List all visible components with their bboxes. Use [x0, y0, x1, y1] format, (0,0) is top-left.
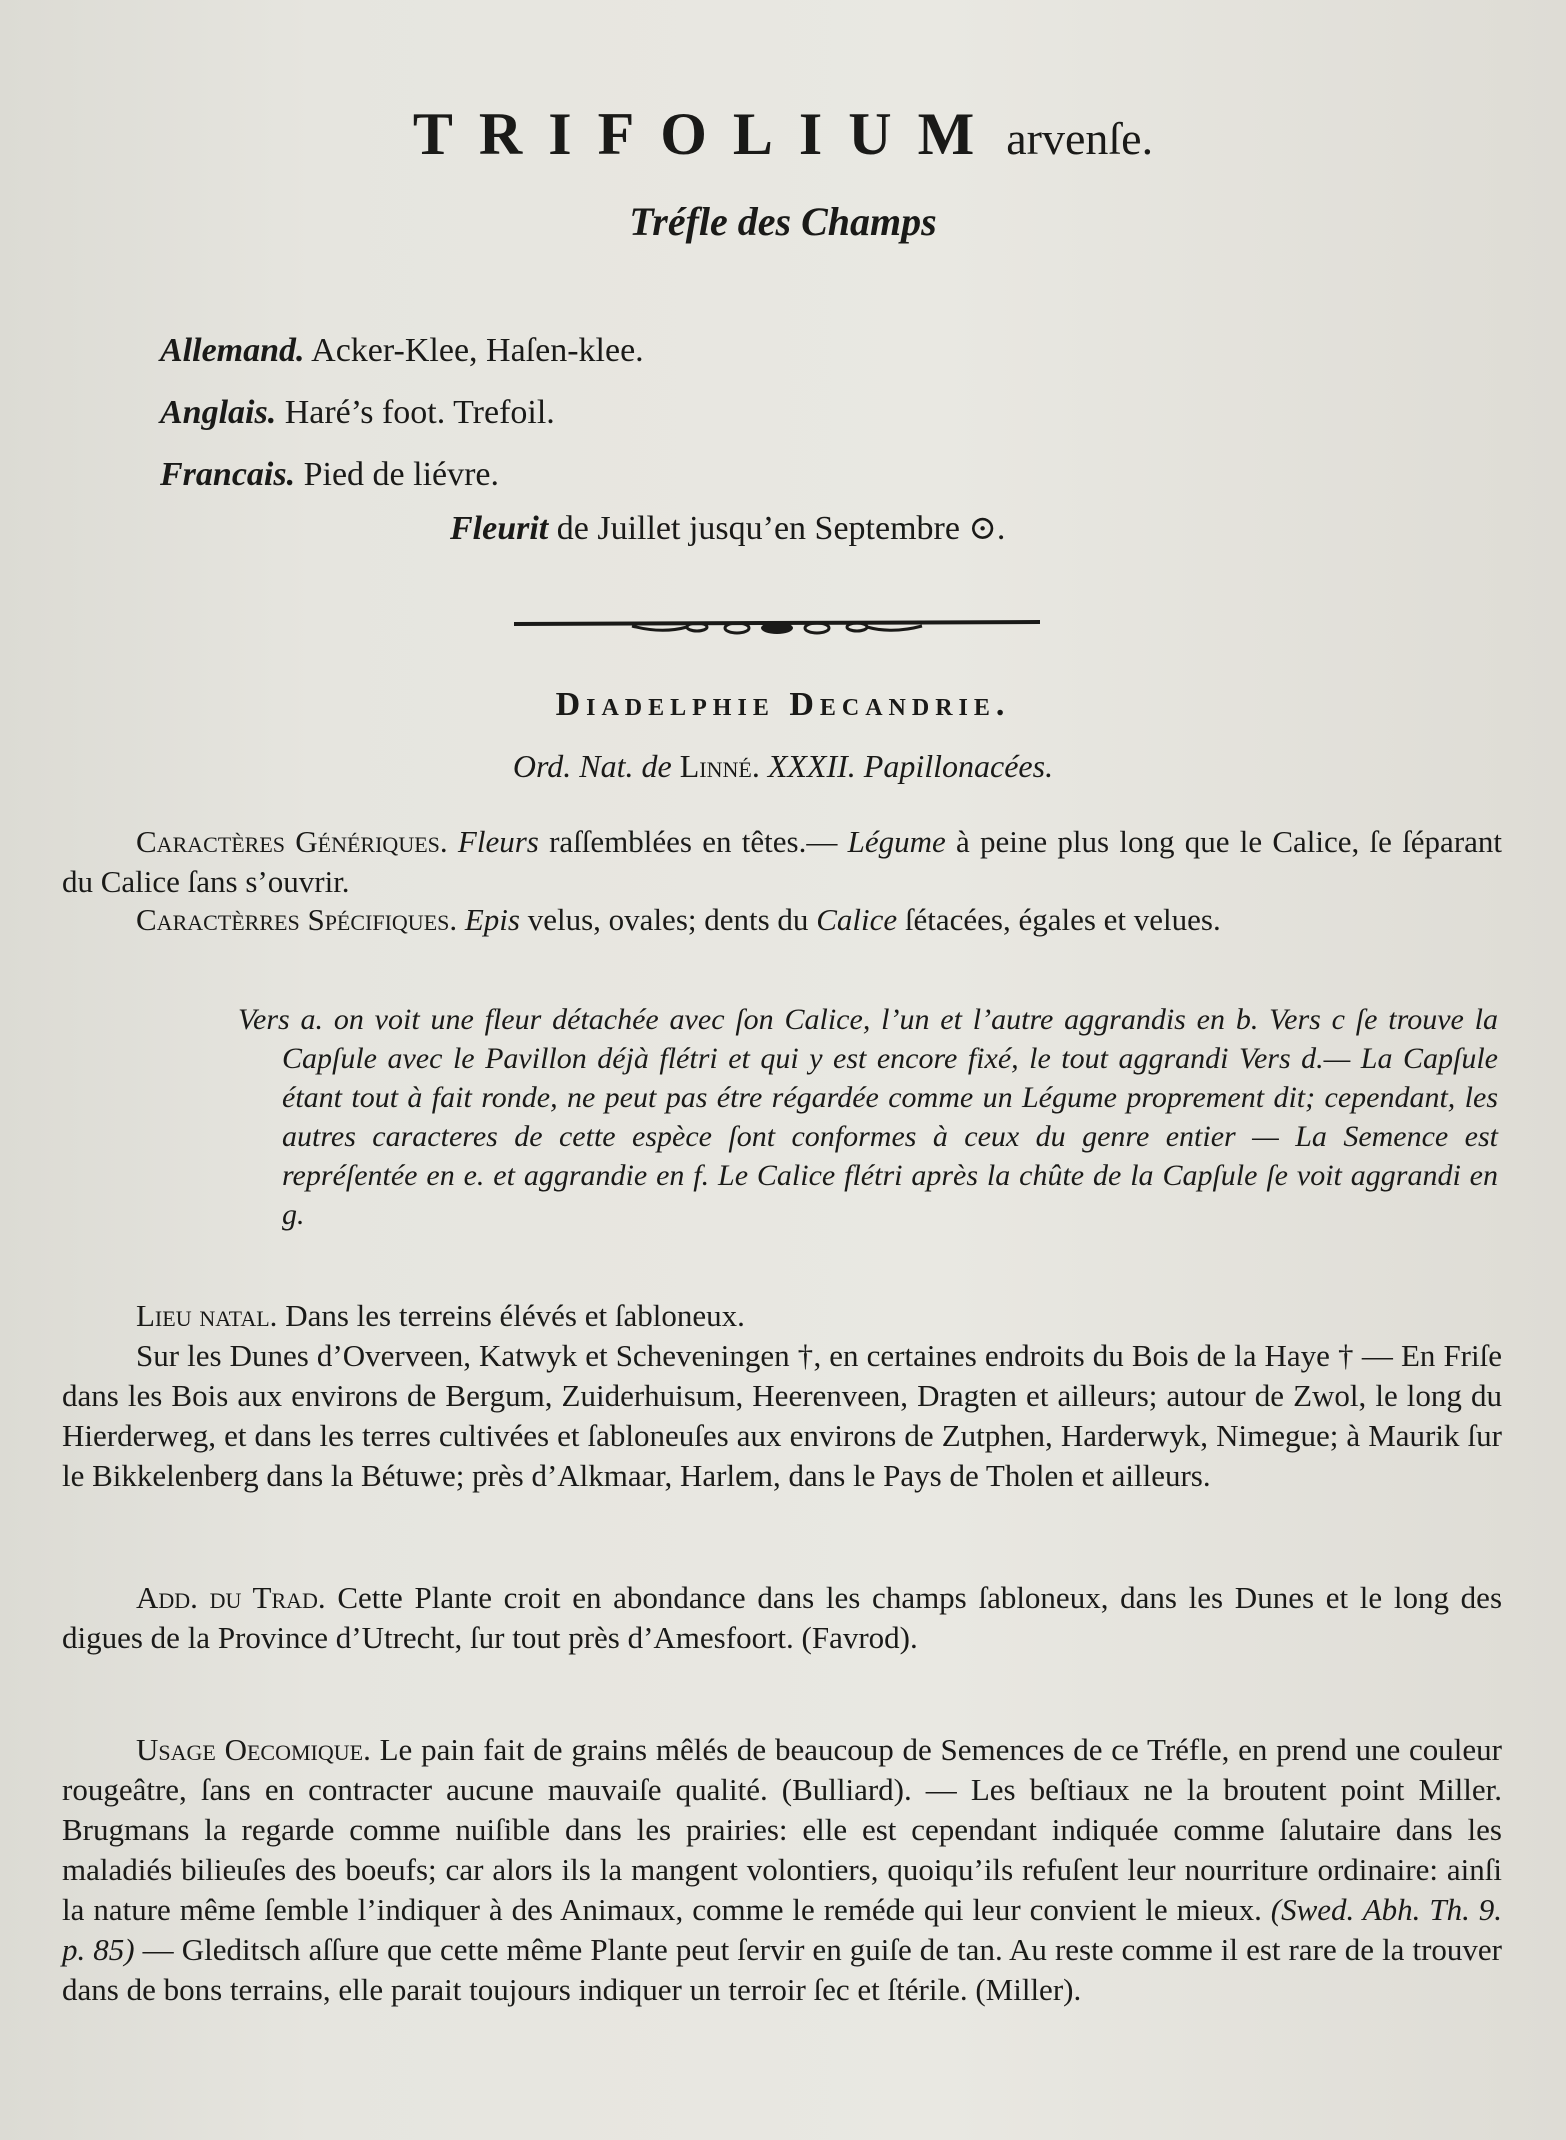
specific-characters: [62, 900, 1502, 940]
order-author: Linné.: [679, 748, 760, 784]
flowering-period: [450, 508, 1005, 548]
specific-text-rest: ſétacées, égales et velues.: [904, 902, 1221, 937]
usage-citation: (Swed. Abh. Th. 9. p. 85): [62, 1892, 1503, 1967]
order-prefix: Ord. Nat. de: [512, 748, 672, 784]
generic-term-flowers: Fleurs: [457, 824, 539, 859]
specific-term-spikes: Epis: [464, 902, 520, 937]
genus-name: TRIFOLIUM: [412, 101, 1001, 167]
name-value: Acker-Klee, Haſen-klee.: [311, 332, 644, 369]
language-label: Anglais.: [160, 394, 277, 431]
translator-addition: [62, 1578, 1502, 1658]
vernacular-names: [160, 320, 644, 506]
order-suffix: XXXII. Papillonacées.: [767, 748, 1054, 784]
habitat-label: Lieu natal.: [136, 1298, 278, 1333]
flowering-value: de Juillet jusqu’en Septembre ⊙.: [556, 510, 1006, 547]
usage-label: Usage Oecomique.: [136, 1732, 371, 1767]
usage-section: [62, 1730, 1502, 2010]
flowering-label: Fleurit: [450, 510, 549, 547]
generic-text: raſſemblées en têtes.—: [549, 824, 838, 859]
french-common-name: Tréfle des Champs: [629, 199, 937, 244]
generic-label: Caractères Génériques.: [136, 824, 448, 859]
name-value: Haré’s foot. Trefoil.: [284, 394, 555, 431]
habitat-text: Dans les terreins élévés et ſabloneux.: [285, 1298, 745, 1333]
name-french: [160, 444, 644, 506]
page-title: [0, 100, 1566, 169]
generic-characters: [62, 822, 1502, 902]
language-label: Allemand.: [160, 332, 305, 369]
language-label: Francais.: [160, 456, 296, 493]
translator-text: Cette Plante croit en abondance dans les champs ſabloneux, dans les Dunes et le long des digues de la Province d’Utrecht, ſur tout près d’Amesfoort. (Favrod).: [62, 1580, 1503, 1655]
habitat-locations: Sur les Dunes d’Overveen, Katwyk et Scheveningen †, en certaines endroits du Bois de la Haye † — En Friſe dans les Bois aux environs de Bergum, Zuiderhuisum, Heerenveen, Dragten et ailleurs; autour de Zwol, le long du Hierderweg, et dans les terres cultivées et ſabloneuſes aux environs de Zutphen, Harderwyk, Nimegue; à Maurik ſur le Bikkelenberg dans la Bétuwe; près d’Alkmaar, Harlem, dans le Pays de Tholen et ailleurs.: [62, 1338, 1502, 1493]
linnaean-class: Diadelphie Decandrie.: [555, 686, 1011, 723]
specific-term-calyx: Calice: [816, 902, 898, 937]
name-value: Pied de liévre.: [303, 456, 500, 493]
ornament-divider-icon: [512, 606, 1042, 642]
translator-label: Add. du Trad.: [136, 1580, 326, 1615]
usage-text: Le pain fait de grains mêlés de beaucoup de Semences de ce Tréfle, en prend une couleur rougeâtre, ſans en contracter aucune mauvaiſe qualité. (Bulliard). — Les beſtiaux ne la broutent point Miller. Brugmans la regarde comme nuiſible dans les prairies: elle est cependant indiquée comme ſalutaire dans les maladiés bilieuſes des boeufs; car alors ils la mangent volontiers, quoiqu’ils refuſent leur nourriture ordinaire: ainſi la nature même ſemble l’indiquer à des Animaux, comme le reméde qui leur convient le mieux.: [62, 1732, 1503, 1927]
plate-description-text: Vers a. on voit une fleur détachée avec ſon Calice, l’un et l’autre aggrandis en b. Vers c ſe trouve la Capſule avec le Pavillon déjà flétri et qui y est encore fixé, le tout aggrandi Vers d.— La Capſule étant tout à fait ronde, ne peut pas étre régardée comme un Légume proprement dit; cependant, les autres caracteres de cette espèce ſont conformes à ceux du genre entier — La Semence est repréſentée en e. et aggrandie en f. Le Calice flétri après la chûte de la Capſule ſe voit aggrandi en g.: [238, 1003, 1498, 1231]
specific-text: velus, ovales; dents du: [527, 902, 809, 937]
habitat-section: [62, 1296, 1502, 1336]
name-english: [160, 382, 644, 444]
natural-order: [0, 748, 1566, 785]
plate-description: [238, 1000, 1498, 1234]
name-german: [160, 320, 644, 382]
species-name: arvenſe.: [1006, 113, 1154, 164]
generic-term-legume: Légume: [847, 824, 946, 859]
usage-text-rest: — Gleditsch aſſure que cette même Plante peut ſervir en guiſe de tan. Au reste comme il est rare de la trouver dans de bons terrains, elle parait toujours indiquer un terroir ſec et ſtérile. (Miller).: [62, 1932, 1502, 2007]
specific-label: Caractèrres Spécifiques.: [136, 902, 458, 937]
generic-text-rest: à peine plus long que le Calice, ſe ſéparant du Calice ſans s’ouvrir.: [62, 824, 1503, 899]
